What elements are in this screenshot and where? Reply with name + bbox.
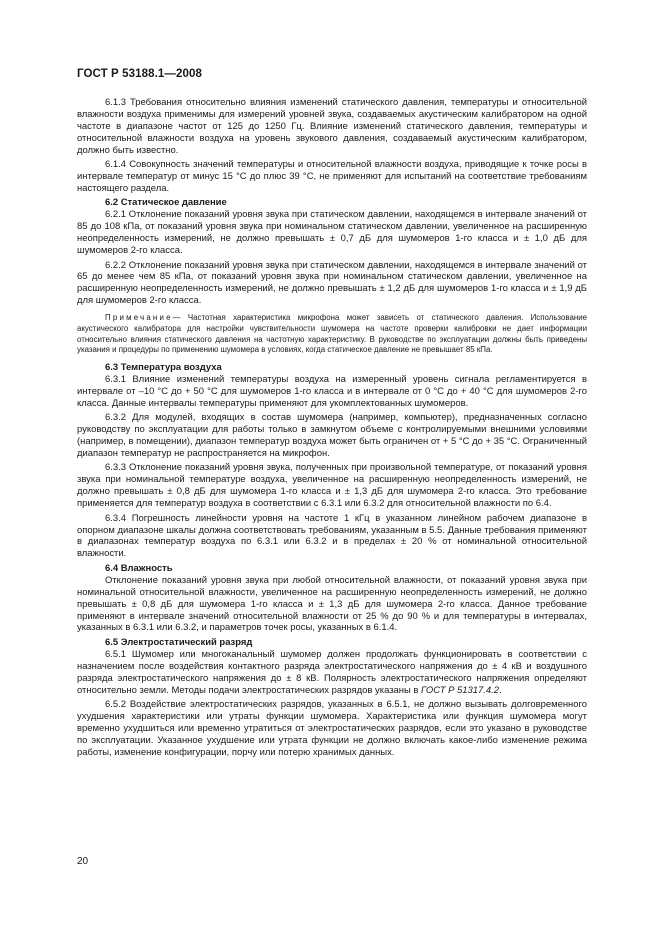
note-text: — Частотная характеристика микрофона может зависеть от статического давления. Использование акустического калибратора для настройки чувствительности шумомера на частоте проверки калибровки не дает информации относительно влияния статического давления на частотную характеристику. В руководстве по эксплуатации должны быть приведены указания и процедуры по применению шумомера в условиях, когда статическое давление не превышает 85 кПа. xyxy=(77,313,587,355)
paragraph-6-4: Отклонение показаний уровня звука при любой относительной влажности, от показаний уровня звука при номинальной относительной влажности, увеличенное на расширенную неопределенность измерений, не должно превышать ± 0,8 дБ для шумомера 1-го класса и ± 1,3 дБ для шумомера 2-го класса. Данное требование применяют в интервале значений относительной влажности от 25 % до 90 % и для температуры в интервалах, указанных в 6.3.1 или 6.3.2, и параметров точек росы, указанных в 6.1.4. xyxy=(77,574,587,634)
document-body xyxy=(77,97,587,759)
paragraph-6-1-4: 6.1.4 Совокупность значений температуры и относительной влажности воздуха, приводящие к точке росы в интервале температур от минус 15 °С до плюс 39 °С, не применяют для испытаний на соответствие требованиям настоящего раздела. xyxy=(77,159,587,194)
document-header: ГОСТ Р 53188.1—2008 xyxy=(77,68,202,80)
paragraph-6-3-1: 6.3.1 Влияние изменений температуры воздуха на измеренный уровень сигнала регламентируется в интервале от –10 °С до + 50 °С для шумомеров 1-го класса и в интервале от 0 °С до + 40 °С для шумомеров 2-го класса. Данные интервалы температуры применяют для укомплектованных шумомеров. xyxy=(77,373,587,409)
paragraph-6-3-4: 6.3.4 Погрешность линейности уровня на частоте 1 кГц в указанном линейном рабочем диапазоне в опорном диапазоне шкалы должна соответствовать требованиям, указанным в 5.5. Данные требования применяют в диапазонах температур воздуха по 6.3.1 или 6.3.2 и в пределах ± 20 % от номинальной относительной влажности. xyxy=(77,512,587,560)
paragraph-6-3-3: 6.3.3 Отклонение показаний уровня звука, полученных при произвольной температуре, от показаний уровня звука при номинальной температуре воздуха, увеличенное на расширенную неопределенность измерений, не должно превышать ± 0,8 дБ для шумомера 1-го класса и ± 1,3 дБ для шумомера 2-го класса. Это требование применяется для температур воздуха в соответствии с 6.3.1 или 6.3.2 для относительной влажности по 6.4. xyxy=(77,462,587,510)
standard-reference: ГОСТ Р 51317.4.2 xyxy=(421,684,499,696)
paragraph-6-3-2: 6.3.2 Для модулей, входящих в состав шумомера (например, компьютер), предназначенных согласно руководству по эксплуатации для работы только в замкнутом объеме с контролируемыми внешними условиями (например, в помещении), диапазон температур воздуха может быть ограничен от + 5 °С до + 35 °С. Ограниченный диапазон температур не распространяется на микрофон. xyxy=(77,412,587,459)
paragraph-6-5-1-end: . xyxy=(499,684,502,696)
page-number: 20 xyxy=(77,856,89,867)
section-heading-6-2: 6.2 Статическое давление xyxy=(105,197,227,209)
paragraph-6-1-3: 6.1.3 Требования относительно влияния изменений статического давления, температуры и относительной влажности воздуха применимы для измерений уровней звука, создаваемых акустическим калибратором на одной частоте в диапазоне частот от 125 до 1250 Гц. Влияние изменений статического давления, температуры и относительной влажности воздуха на уровень звукового давления, создаваемый акустическим калибратором, должно быть известно. xyxy=(77,97,587,156)
note-label: Примечание xyxy=(105,313,173,323)
paragraph-6-5-2: 6.5.2 Воздействие электростатических разрядов, указанных в 6.5.1, не должно вызывать долговременного ухудшения характеристики или утраты функции шумомера. Характеристика или функция шумомера могут временно ухудшиться или временно утратиться от электростатических разрядов, если это указано в руководстве по эксплуатации. Указанное ухудшение или утрата функции не должно включать какое-либо изменение режима работы, изменение конфигурации, порчу или потерю хранимых данных. xyxy=(77,699,587,758)
note-paragraph xyxy=(77,313,587,356)
paragraph-6-5-1 xyxy=(77,649,587,697)
paragraph-6-2-2: 6.2.2 Отклонение показаний уровня звука при статическом давлении, находящемся в интервале значений от 65 до менее чем 85 кПа, от показаний уровня звука при номинальном статическом давлении, увеличенное на расширенную неопределенность измерений, не должно превышать ± 1,2 дБ для шумомеров 1-го класса и ± 1,9 дБ для шумомеров 2-го класса. xyxy=(77,259,587,307)
section-heading-6-5: 6.5 Электростатический разряд xyxy=(105,636,253,648)
paragraph-6-2-1: 6.2.1 Отклонение показаний уровня звука при статическом давлении, находящемся в интервале значений от 85 до 108 кПа, от показаний уровня звука при номинальном статическом давлении, увеличенное на расширенную неопределенность измерений, не должно превышать ± 0,7 дБ для шумомеров 1-го класса и ± 1,0 дБ для шумомеров 2-го класса. xyxy=(77,209,587,257)
section-heading-6-3: 6.3 Температура воздуха xyxy=(105,362,222,373)
section-heading-6-4: 6.4 Влажность xyxy=(105,562,173,574)
paragraph-6-5-1-text: 6.5.1 Шумомер или многоканальный шумомер должен продолжать функционировать в соответствии с назначением после воздействия контактного разряда электростатического напряжения до ± 4 кВ и воздушного разряда электростатического напряжения до ± 8 кВ. Полярность электростатического напряжения определяют относительно земли. Методы подачи электростатических разрядов указаны в xyxy=(77,648,587,696)
